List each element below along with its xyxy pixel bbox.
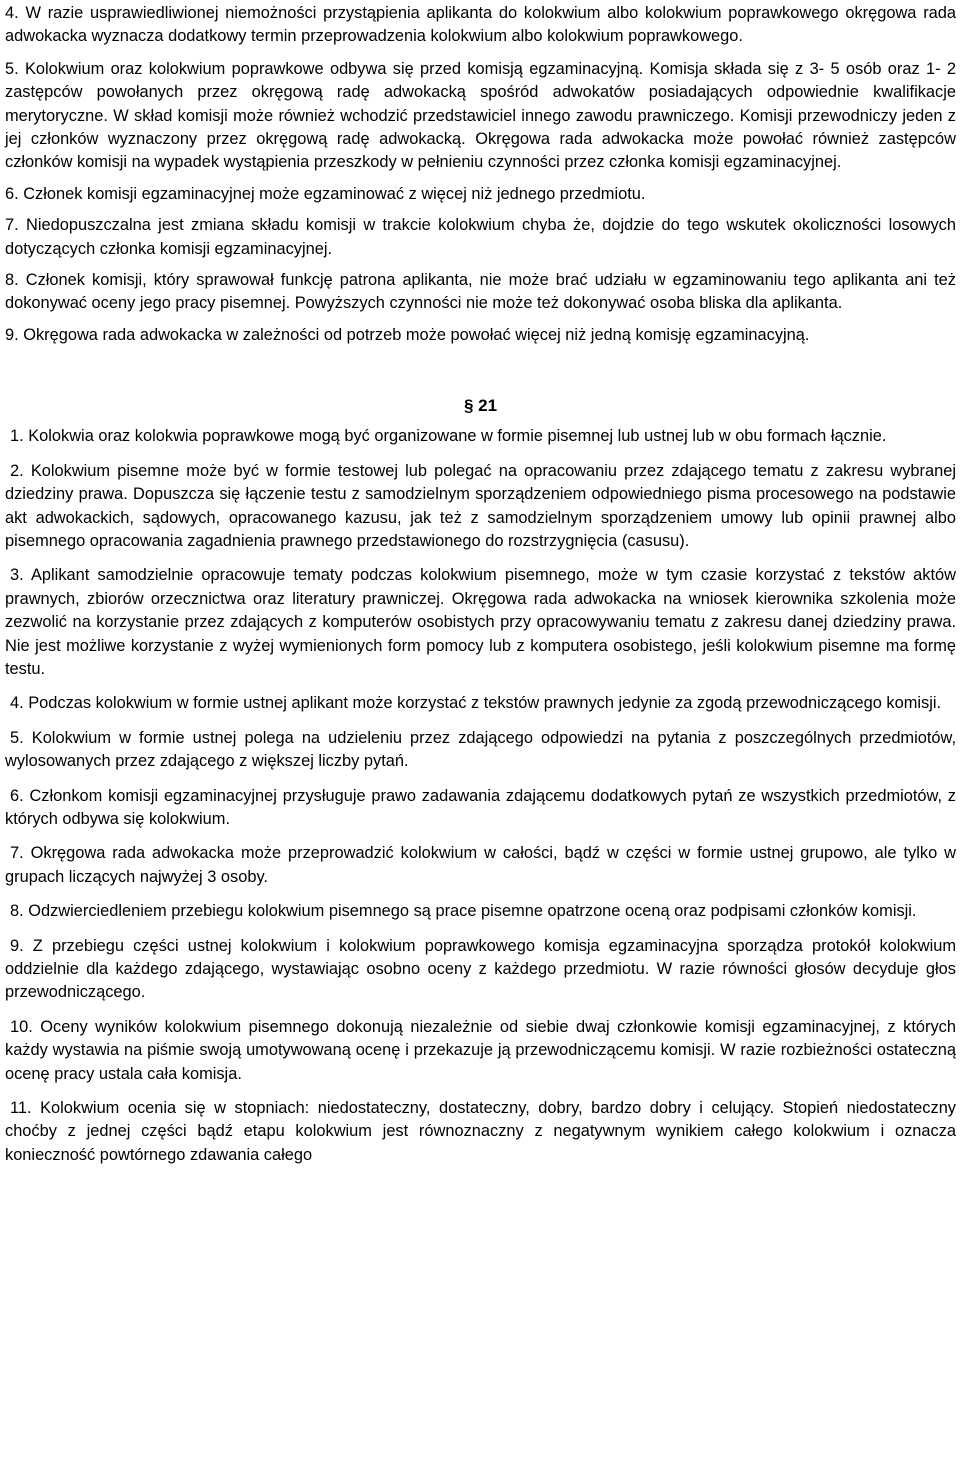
paragraph-7: 7. Niedopuszczalna jest zmiana składu komisji w trakcie kolokwium chyba że, dojdzie do tego wskutek okoliczności losowych dotyczących członka komisji egzaminacyjnej.	[5, 216, 956, 258]
s21-paragraph-5: 5. Kolokwium w formie ustnej polega na udzieleniu przez zdającego odpowiedzi na pytania z poszczególnych przedmiotów, wylosowanych przez zdającego z większej liczby pytań.	[5, 728, 956, 771]
s21-paragraph-10: 10. Oceny wyników kolokwium pisemnego dokonują niezależnie od siebie dwaj członkowie komisji egzaminacyjnej, z których każdy wystawia na piśmie swoją umotywowaną ocenę i przekazuje ją przewodniczącemu komisji. W razie rozbieżności ostateczną ocenę pracy ustala cała komisja.	[5, 1017, 956, 1083]
section-heading-21: § 21	[463, 396, 498, 416]
document-page	[5, 2, 956, 1178]
s21-paragraph-2: 2. Kolokwium pisemne może być w formie testowej lub polegać na opracowaniu przez zdającego tematu z zakresu wybranej dziedziny prawa. Dopuszcza się łączenie testu z samodzielnym sporządzeniem odpowiedniego pisma procesowego na podstawie akt adwokackich, sądowych, opracowanego kazusu, jak też z samodzielnym sporządzeniem umowy lub opinii prawnej albo pisemnego opracowania zagadnienia prawnego przedstawionego do rozstrzygnięcia (casusu).	[5, 461, 956, 550]
s21-paragraph-1: 1. Kolokwia oraz kolokwia poprawkowe mogą być organizowane w formie pisemnej lub ustnej lub w obu formach łącznie.	[10, 427, 887, 446]
paragraph-5: 5. Kolokwium oraz kolokwium poprawkowe odbywa się przed komisją egzaminacyjną. Komisja składa się z 3- 5 osób oraz 1- 2 zastępców powołanych przez okręgową radę adwokacką spośród adwokatów posiadających odpowiednie kwalifikacje merytoryczne. W skład komisji może również wchodzić przedstawiciel innego zawodu prawniczego. Komisji przewodniczy jeden z jej członków wyznaczony przez okręgową radę adwokacką. Okręgowa rada adwokacka może powołać również zastępców członków komisji na wypadek wystąpienia przeszkody w pełnieniu czynności przez członka komisji egzaminacyjnej.	[5, 59, 956, 172]
paragraph-4: 4. W razie usprawiedliwionej niemożności przystąpienia aplikanta do kolokwium albo kolokwium poprawkowego okręgowa rada adwokacka wyznacza dodatkowy termin przeprowadzenia kolokwium albo kolokwium poprawkowego.	[5, 4, 956, 46]
s21-paragraph-8: 8. Odzwierciedleniem przebiegu kolokwium pisemnego są prace pisemne opatrzone oceną oraz podpisami członków komisji.	[10, 902, 917, 921]
s21-paragraph-7: 7. Okręgowa rada adwokacka może przeprowadzić kolokwium w całości, bądź w części w formie ustnej grupowo, ale tylko w grupach liczących najwyżej 3 osoby.	[5, 844, 956, 886]
paragraph-6: 6. Członek komisji egzaminacyjnej może egzaminować z więcej niż jednego przedmiotu.	[5, 184, 646, 203]
s21-paragraph-4: 4. Podczas kolokwium w formie ustnej aplikant może korzystać z tekstów prawnych jedynie za zgodą przewodniczącego komisji.	[10, 694, 942, 713]
section-21	[5, 425, 956, 1167]
s21-paragraph-9: 9. Z przebiegu części ustnej kolokwium i kolokwium poprawkowego komisja egzaminacyjna sporządza protokół kolokwium oddzielnie dla każdego zdającego, wystawiając osobno oceny z każdego przedmiotu. W razie równości głosów decyduje głos przewodniczącego.	[5, 936, 956, 1002]
s21-paragraph-3: 3. Aplikant samodzielnie opracowuje tematy podczas kolokwium pisemnego, może w tym czasie korzystać z tekstów aktów prawnych, zbiorów orzecznictwa oraz literatury prawniczej. Okręgowa rada adwokacka na wniosek kierownika szkolenia może zezwolić na korzystanie przez zdających z komputerów osobistych przy opracowywaniu tematu z zakresu danej dziedziny prawa. Nie jest możliwe korzystanie z wyżej wymienionych form pomocy lub z komputera osobistego, jeśli kolokwium pisemne ma formę testu.	[5, 566, 956, 678]
s21-paragraph-6: 6. Członkom komisji egzaminacyjnej przysługuje prawo zadawania zdającemu dodatkowych pytań ze wszystkich przedmiotów, z których odbywa się kolokwium.	[5, 786, 956, 828]
s21-paragraph-11: 11. Kolokwium ocenia się w stopniach: niedostateczny, dostateczny, dobry, bardzo dobry i celujący. Stopień niedostateczny choćby z jednej części bądź etapu kolokwium jest równoznaczny z negatywnym wynikiem całego kolokwium i oznacza konieczność powtórnego zdawania całego	[5, 1099, 956, 1164]
paragraph-8: 8. Członek komisji, który sprawował funkcję patrona aplikanta, nie może brać udziału w egzaminowaniu tego aplikanta ani też dokonywać oceny jego pracy pisemnej. Powyższych czynności nie może też dokonywać osoba bliska dla aplikanta.	[5, 271, 956, 313]
paragraph-9: 9. Okręgowa rada adwokacka w zależności od potrzeb może powołać więcej niż jedną komisję egzaminacyjną.	[5, 325, 810, 344]
section-prev	[5, 2, 956, 347]
